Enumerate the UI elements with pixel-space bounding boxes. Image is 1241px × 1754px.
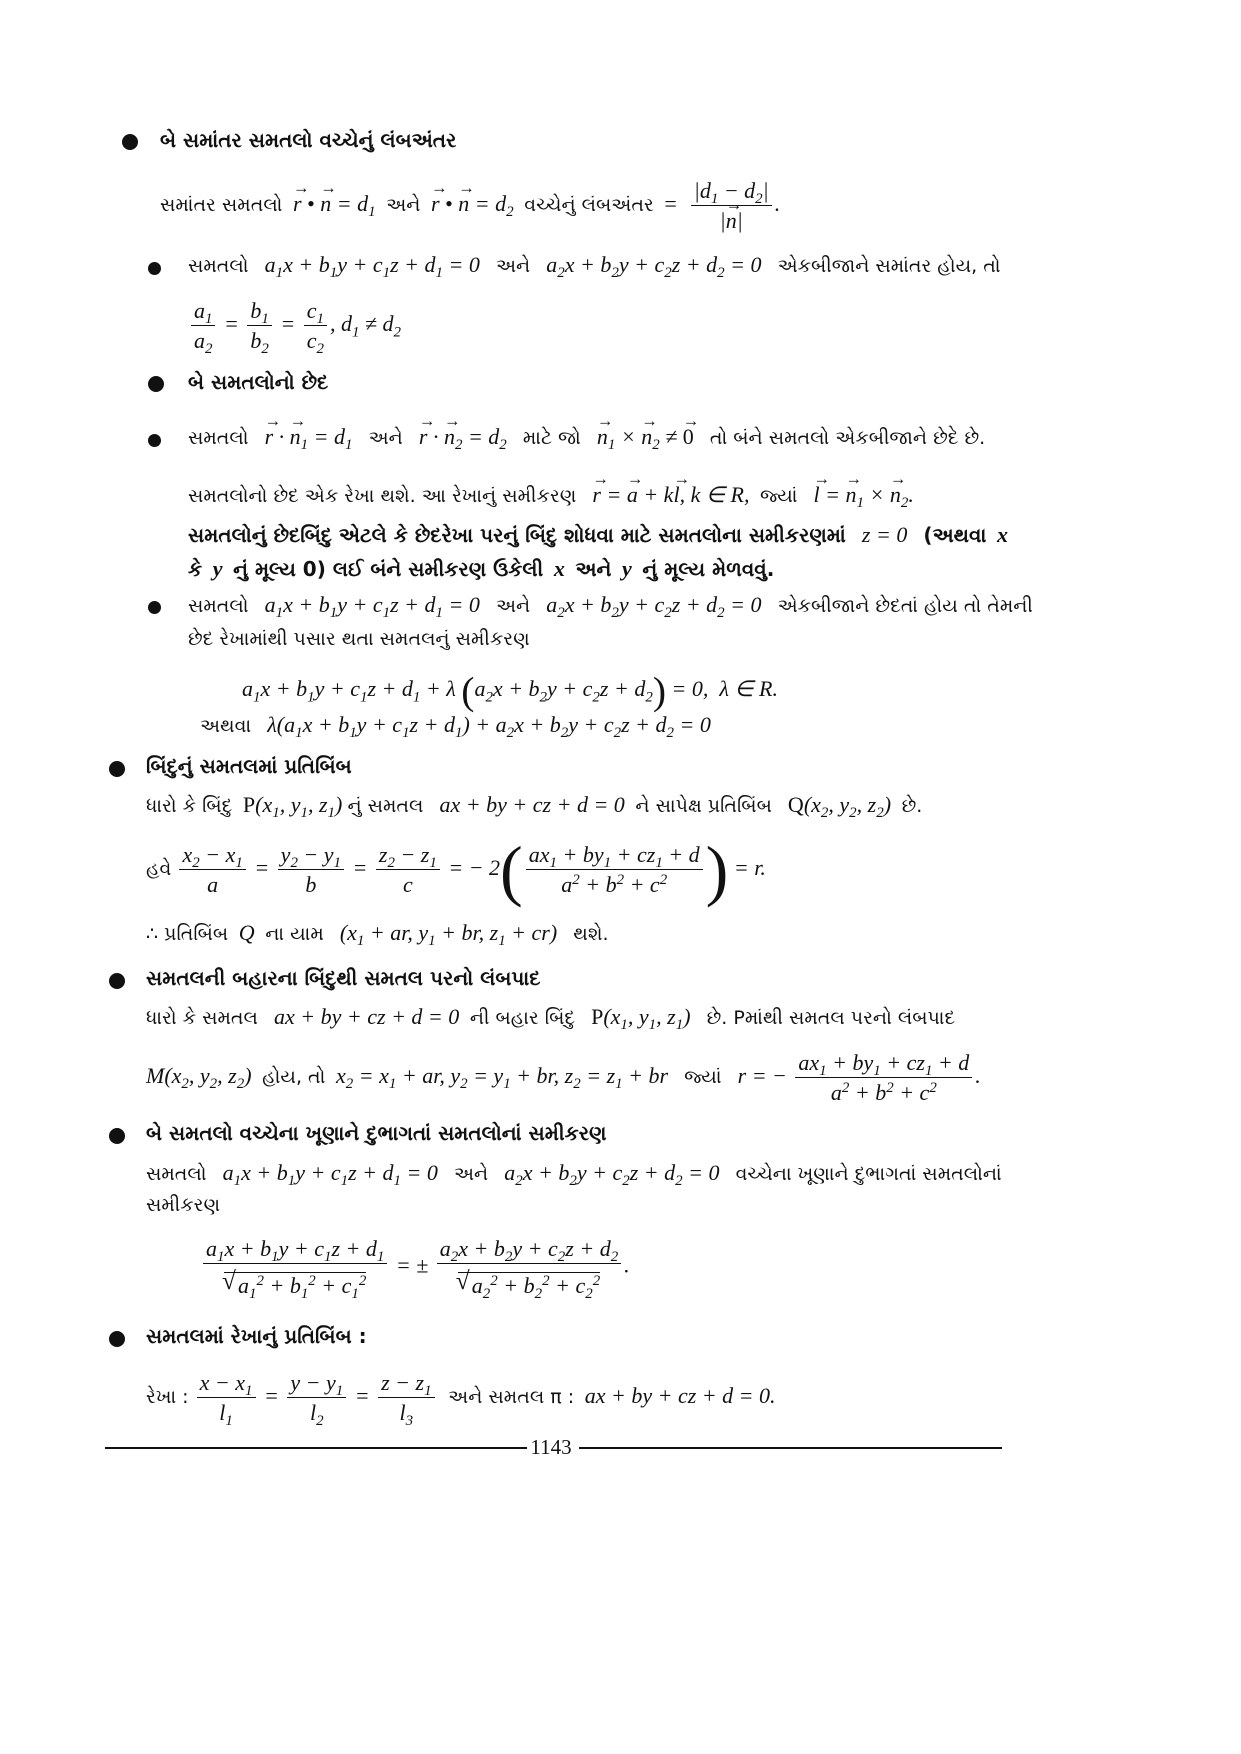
text-fragment: હવે: [146, 858, 172, 881]
footer-rule-right: [579, 1447, 1002, 1449]
math-fragment: ($x_1$ + ar, $y_1$ + br, $z_1 + cr$): [328, 920, 569, 950]
text-fragment: અને: [495, 595, 531, 617]
text-fragment: ધારો કે બિંદુ: [146, 795, 233, 817]
text-fragment: જ્યાં: [760, 485, 798, 507]
math-fragment: $a_1x + b_1y + c_1z + d_1 = 0$: [264, 252, 491, 282]
text-fragment: એકબીજાને સમાંતર હોય, તો: [777, 255, 1001, 277]
text-fragment: માટે જો: [522, 427, 581, 449]
math-fragment: z = 0: [861, 522, 919, 547]
math-fragment: $Q(x_2$, $y_2$, $z_2$): [787, 792, 897, 822]
family-of-planes-text: [188, 592, 1033, 622]
bullet-icon: [109, 973, 125, 989]
bisector-formula: $a_1x + b_1y + c_1z + d_1$ √ $a_1^2 + b_1^2 + c_1^2$ = ± $a_2x + b_2y + c_2z + d_2$ √ $a_2^2 + b_2^2 + c_2^2$ .: [200, 1236, 630, 1299]
parallel-planes-condition: [188, 252, 1001, 282]
bullet-icon: [109, 1331, 125, 1347]
section-heading-bisector-planes: બે સમતલો વચ્ચેના ખૂણાને દુભાગતાં સમતલોનાં સમીકરણ: [146, 1121, 607, 1145]
math-fragment: $M(x_2$, $y_2$, $z_2$): [146, 1063, 258, 1093]
text-fragment: ધારો કે સમતલ: [146, 1007, 258, 1029]
math-fragment: $P(x_1$, $y_1$, $z_1$): [591, 1004, 702, 1034]
math-fragment: $\lambda(a_1x + b_1y + c_1z + d_1) + a_2x + b_2y + c_2z + d_2 = 0$: [256, 712, 711, 742]
text-fragment: અને: [575, 557, 612, 581]
math-fragment: $\frac{x_2 - x_1}{a}$ = $\frac{y_2 - y_1}{b}$ = $\frac{z_2 - z_1}{c}$ = − 2( $\frac{ax_1 + by_1 + cz_1 + d}{a^2 + b^2 + c^2}$ ) = r.: [176, 855, 765, 880]
math-fragment: → r • → $n = d_2$: [426, 191, 520, 216]
family-of-planes-equation: $a_1x + b_1y + c_1z + d_1 + \lambda$ $(a_2x + b_2y + c_2z + d_2) = 0$, λ ∈ R.: [242, 669, 778, 713]
math-fragment: Q: [238, 920, 255, 945]
math-fragment: → r · → $n_1 = d_1$: [254, 424, 364, 449]
intersection-point-note-cont: [188, 556, 774, 582]
text-fragment: અથવા: [200, 715, 252, 737]
bullet-icon: [148, 601, 161, 614]
section-heading-foot-of-perpendicular: સમતલની બહારના બિંદુથી સમતલ પરનો લંબપાદ: [146, 966, 541, 990]
ratio-condition: $\frac{a_1}{a_2}$ = $\frac{b_1}{b_2}$ = $\frac{c_1}{c_2}$ , $d_1 \ne d_2$: [188, 298, 401, 354]
text-fragment: ∴ પ્રતિબિંબ: [146, 923, 229, 945]
math-fragment: y: [212, 556, 223, 581]
bullet-icon: [109, 1128, 125, 1144]
math-fragment: → r • → $n = d_1$: [288, 191, 382, 216]
family-of-planes-text-cont: છેદ રેખામાંથી પસાર થતા સમતલનું સમીકરણ: [188, 628, 530, 650]
math-fragment: $a_2x + b_2y + c_2z + d_2 = 0$: [504, 1160, 731, 1190]
math-fragment: ax + by + cz + d = 0: [439, 792, 631, 817]
text-fragment: ના યામ: [265, 923, 324, 945]
text-fragment: કે: [188, 557, 203, 581]
text-fragment: તો બંને સમતલો એકબીજાને છેદે છે.: [709, 427, 986, 449]
math-fragment: $a_1x + b_1y + c_1z + d_1 = 0$: [264, 592, 491, 622]
bullet-icon: [148, 262, 161, 275]
family-of-planes-alt: [200, 712, 711, 742]
bisector-statement-cont: સમીકરણ: [146, 1194, 221, 1216]
bisector-statement: [146, 1160, 1002, 1190]
math-fragment: ax + by + cz + d = 0: [273, 1004, 465, 1029]
section-heading-parallel-distance: બે સમાંતર સમતલો વચ્ચેનું લંબઅંતર: [160, 128, 457, 152]
math-fragment: $x_2 = x_1$ + ar, $y_2 = y_1$ + br, $z_2 = z_1$ + br: [335, 1063, 669, 1093]
text-fragment: સમાંતર સમતલો: [160, 194, 283, 217]
text-fragment: વચ્ચેના ખૂણાને દુભાગતાં સમતલોનાં: [735, 1163, 1002, 1185]
intersection-point-note: [188, 522, 1008, 548]
text-fragment: નું સમતલ: [347, 795, 424, 817]
text-fragment: સમતલોનો છેદ એક રેખા થશે. આ રેખાનું સમીકરણ: [188, 485, 577, 507]
page-number: 1143: [530, 1435, 572, 1459]
math-fragment: → l = → $n_1$ × → $n_2$.: [803, 482, 914, 507]
text-fragment: સમતલો: [188, 595, 249, 617]
text-fragment: અને: [386, 194, 421, 217]
text-fragment: સમતલોનું છેદબિંદુ એટલે કે છેદરેખા પરનું બિંદુ શોધવા માટે સમતલોના સમીકરણમાં: [188, 523, 846, 547]
text-fragment: છે. Pમાંથી સમતલ પરનો લંબપાદ: [706, 1007, 956, 1029]
text-fragment: નું મૂલ્ય મેળવવું.: [642, 557, 775, 581]
math-fragment: $a_1x + b_1y + c_1z + d_1 = 0$: [222, 1160, 449, 1190]
section-heading-intersection: બે સમતલોનો છેદ: [188, 370, 329, 394]
math-fragment: = $\frac{|d_1 - d_2|}{|\to n|}$ .: [659, 191, 780, 216]
math-fragment: x: [996, 522, 1008, 547]
math-fragment: x: [553, 556, 565, 581]
point-image-coords: [146, 920, 609, 950]
text-fragment: હોય, તો: [262, 1066, 326, 1089]
text-fragment: રેખા :: [146, 1386, 189, 1409]
point-image-formula: [146, 832, 766, 908]
foot-formula: [146, 1050, 981, 1106]
parallel-distance-formula: [160, 178, 780, 234]
math-fragment: r = − $\frac{ax_1 + by_1 + cz_1 + d}{a^2 + b^2 + c^2}$ .: [737, 1050, 981, 1105]
footer-rule-left: [105, 1447, 527, 1449]
text-fragment: અને: [368, 427, 403, 449]
text-fragment: ને સાપેક્ષ પ્રતિબિંબ: [635, 795, 772, 817]
bullet-icon: [122, 134, 138, 150]
bullet-icon: [148, 376, 164, 392]
text-fragment: જ્યાં: [684, 1066, 722, 1089]
math-fragment: $a_2x + b_2y + c_2z + d_2 = 0$: [546, 252, 773, 282]
text-fragment: થશે.: [573, 923, 609, 945]
math-fragment: → $n_1$ × → $n_2$ ≠ → 0: [586, 424, 705, 449]
intersection-condition: [188, 424, 986, 454]
math-fragment: $a_2x + b_2y + c_2z + d_2 = 0$: [546, 592, 773, 622]
text-fragment: અને સમતલ π :: [448, 1386, 575, 1409]
math-fragment: ax + by + cz + d = 0.: [584, 1383, 776, 1409]
math-fragment: $\frac{x - x_1}{l_1}$ = $\frac{y - y_1}{l_2}$ = $\frac{z - z_1}{l_3}$: [194, 1383, 443, 1408]
foot-statement: [146, 1004, 956, 1034]
text-fragment: ની બહાર બિંદુ: [469, 1007, 575, 1029]
text-fragment: સમતલો: [188, 427, 249, 449]
math-fragment: → r = → a + k→ l, k ∈ R,: [581, 482, 755, 507]
text-fragment: અને: [495, 255, 531, 277]
text-fragment: નું મૂલ્ય 0) લઈ બંને સમીકરણ ઉકેલી: [233, 557, 544, 581]
text-fragment: એકબીજાને છેદતાં હોય તો તેમની: [777, 595, 1033, 617]
point-image-statement: [146, 792, 923, 822]
text-fragment: સમતલો: [146, 1163, 207, 1185]
bullet-icon: [109, 761, 125, 777]
text-fragment: વચ્ચેનું લંબઅંતર: [524, 194, 654, 217]
text-fragment: સમતલો: [188, 255, 249, 277]
math-fragment: y: [622, 556, 632, 581]
intersection-line-equation: [188, 482, 914, 512]
text-fragment: (અથવા: [923, 523, 987, 547]
section-heading-line-image: સમતલમાં રેખાનું પ્રતિબિંબ :: [146, 1324, 367, 1348]
bullet-icon: [148, 434, 161, 447]
text-fragment: છે.: [901, 795, 923, 817]
section-heading-point-image: બિંદુનું સમતલમાં પ્રતિબિંબ: [146, 754, 352, 778]
line-image-statement: [146, 1370, 776, 1430]
math-fragment: → r · → $n_2 = d_2$: [408, 424, 518, 449]
math-fragment: $P(x_1$, $y_1$, $z_1$): [242, 792, 343, 822]
text-fragment: અને: [453, 1163, 489, 1185]
